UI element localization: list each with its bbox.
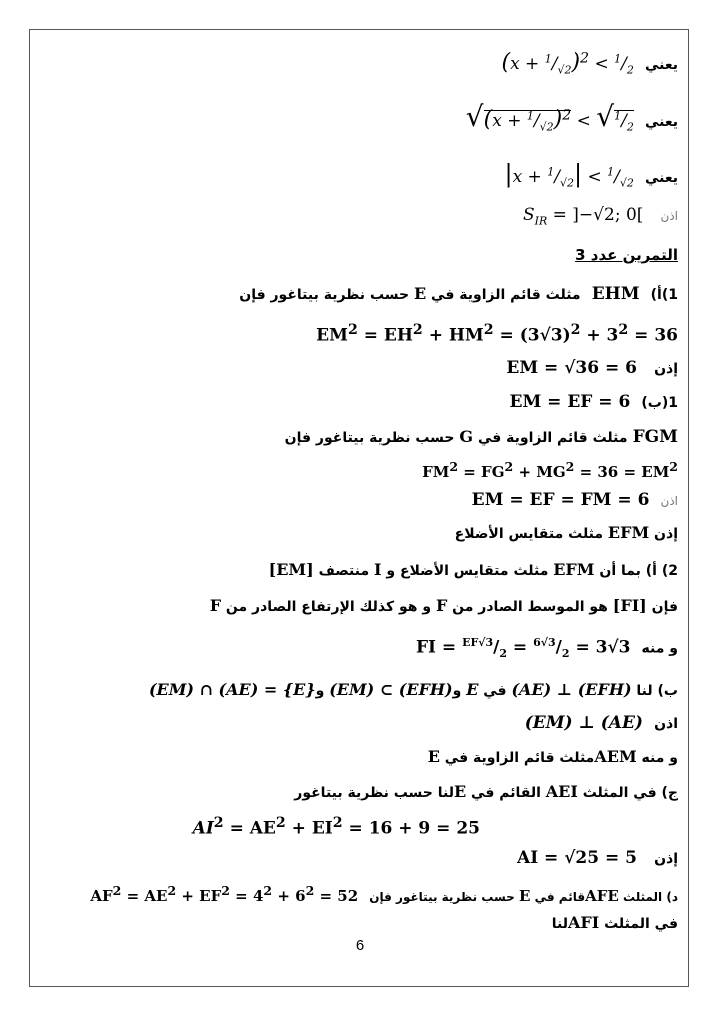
- text-1a: 1)أ): [650, 287, 678, 303]
- math-em-ef-fm: EM = EF = FM = 6: [471, 490, 650, 510]
- line-3: [504, 160, 678, 189]
- line-9: [509, 392, 678, 412]
- math-em-perp-ae: (EM) ⊥ (AE): [524, 713, 643, 733]
- line-24: [552, 913, 678, 932]
- line-11: [422, 459, 678, 481]
- math-af-squared: $AF^2 = AE^2 + EF^2 = 4^2 + 6^2 = 52$: [90, 883, 359, 905]
- line-10: [285, 427, 678, 447]
- text-2a: 2) أ) بما أن EFM مثلث متقايس الأضلاع و I منتصف [EM]: [268, 560, 678, 579]
- line-23: [90, 883, 678, 905]
- text-1b: 1(ب): [641, 395, 678, 411]
- text-wa-minhu-1: و منه: [641, 640, 678, 657]
- exercise-title: التمرين عدد 3: [575, 246, 678, 264]
- text-fgm-desc: مثلث قائم الزاوية في G حسب نظرية بيتاغور فإن: [284, 427, 628, 446]
- math-2: $√(x + ^1/_{√2})^2 < √^1/_2$: [465, 100, 634, 134]
- line-7: [316, 322, 678, 346]
- text-2c: ج) في المثلث AEI القائم في Eلنا حسب نظرية بيتاغور: [294, 782, 678, 801]
- math-fm-squared: $FM^2 = FG^2 + MG^2 = 36 = EM^2$: [422, 459, 678, 481]
- text-idhan-4: اذن: [654, 716, 678, 732]
- line-1: [501, 50, 678, 76]
- math-em-ef: EM = EF = 6: [509, 392, 631, 412]
- text-2b: ب) لنا (AE) ⊥ (EFH) في E و(EM) ⊂ (EFH) و(EM) ∩ (AE) = {E}: [148, 680, 678, 699]
- math-fi: FI = $^{EF√3}/_2 = ^{6√3}/_2 = 3√3$: [415, 636, 631, 661]
- line-6: [239, 284, 678, 304]
- text-yani-3: يعني: [644, 170, 678, 186]
- page-number: 6: [355, 937, 365, 954]
- exercise-heading: [575, 245, 678, 264]
- text-idhan-2: إذن: [654, 361, 678, 377]
- line-4: [523, 205, 678, 227]
- line-17: [149, 680, 678, 699]
- text-afi: في المثلث AFIلنا: [551, 913, 678, 932]
- text-yani-1: يعني: [644, 57, 678, 73]
- text-idhan-3: اذن: [660, 494, 678, 508]
- math-1: $(x + ^1/_{√2})^2 < ^1/_2$: [501, 50, 634, 77]
- text-2d: د) المثلث AFEقائم في E حسب نظرية بيتاغور فإن: [369, 887, 678, 905]
- line-2: [466, 100, 678, 133]
- text-median: فإن [FI] هو الموسط الصادر من F و هو كذلك الإرتفاع الصادر من F: [209, 596, 678, 615]
- text-idhan-1: اذن: [660, 209, 678, 223]
- math-ai-squared: $AI^2 = AE^2 + EI^2 = 16 + 9 = 25$: [192, 815, 480, 839]
- math-3: $|x + ^1/_{√2}| < ^1/_{√2}$: [504, 160, 634, 190]
- line-12: [472, 490, 678, 510]
- line-8: [506, 358, 678, 378]
- math-ehm: EHM: [591, 284, 640, 304]
- text-yani-2: يعني: [644, 114, 678, 130]
- line-13: [455, 523, 678, 542]
- line-14: [269, 560, 678, 579]
- line-19: [428, 747, 678, 766]
- text-idhan-5: إذن: [654, 851, 678, 867]
- line-18: [525, 713, 678, 733]
- math-em-squared: $EM^2 = EH^2 + HM^2 = (3√3)^2 + 3^2 = 36$: [316, 322, 678, 346]
- line-20: [294, 782, 678, 801]
- math-fgm: FGM: [632, 427, 678, 447]
- text-equilateral: إذن EFM مثلث متقايس الأضلاع: [454, 523, 678, 542]
- math-ai-5: AI = √25 = 5: [517, 848, 637, 868]
- line-21: [193, 815, 480, 839]
- math-4: $S_{IR} = ]-√2$; 0[: [522, 205, 644, 228]
- text-aem: و منه AEMمثلث قائم الزاوية في E: [427, 747, 678, 766]
- line-22: [517, 848, 678, 868]
- text-ehm-desc: مثلث قائم الزاوية في E حسب نظرية بيتاغور فإن: [239, 284, 581, 303]
- line-16: [416, 636, 678, 660]
- math-em-6: EM = √36 = 6: [506, 358, 637, 378]
- line-15: [210, 596, 678, 615]
